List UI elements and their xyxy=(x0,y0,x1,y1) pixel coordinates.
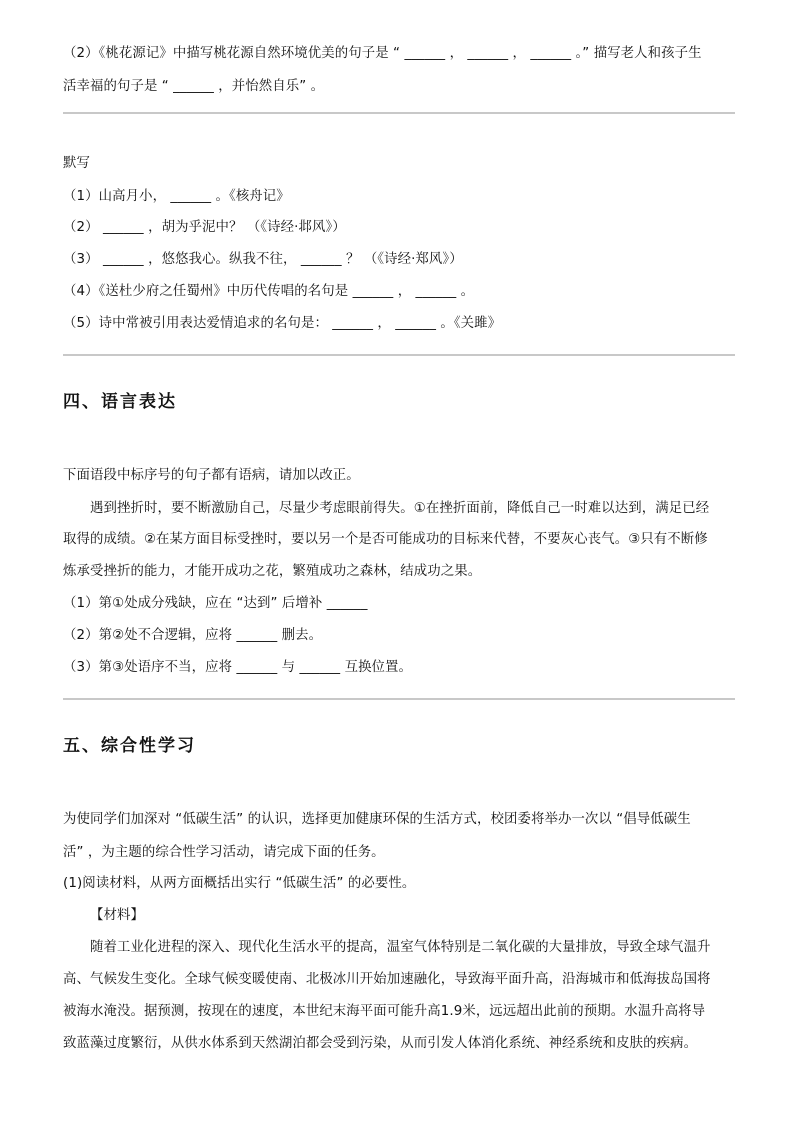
section-divider xyxy=(63,698,735,700)
taohua-question-line-2: 活幸福的句子是 “ ______ ，并怡然自乐” 。 xyxy=(63,79,325,94)
material-line-2: 高、气候发生变化。全球气候变暖使南、北极冰川开始加速融化，导致海平面升高，沿海城市和低海拔岛国将 xyxy=(63,972,711,987)
section-5-intro-line-1: 为使同学们加深对 “低碳生活” 的认识，选择更加健康环保的生活方式，校团委将举办一次以 “倡导低碳生 xyxy=(63,812,691,827)
section-4-item-1: （1）第①处成分残缺，应在 “达到” 后增补 ______ xyxy=(63,596,368,611)
section-divider xyxy=(63,112,735,114)
material-label: 【材料】 xyxy=(90,908,144,923)
section-4-item-2: （2）第②处不合逻辑，应将 ______ 删去。 xyxy=(63,628,323,643)
section-4-passage-line-1: 遇到挫折时，要不断激励自己，尽量少考虑眼前得失。①在挫折面前，降低自己一时难以达到，满足已经 xyxy=(90,501,710,516)
section-5-task-1: (1)阅读材料，从两方面概括出实行 “低碳生活” 的必要性。 xyxy=(63,876,416,891)
material-line-1: 随着工业化进程的深入、现代化生活水平的提高，温室气体特别是二氧化碳的大量排放，导致全球气温升 xyxy=(90,940,711,955)
section-divider xyxy=(63,354,735,356)
section-4-prompt: 下面语段中标序号的句子都有语病，请加以改正。 xyxy=(63,468,360,483)
section-5-heading: 五、综合性学习 xyxy=(63,736,196,756)
section-4-passage-line-2: 取得的成绩。②在某方面目标受挫时，要以另一个是否可能成功的目标来代替，不要灰心丧气。③只有不断修 xyxy=(63,532,708,547)
section-4-heading: 四、语言表达 xyxy=(63,392,177,412)
section-5-intro-line-2: 活” ，为主题的综合性学习活动，请完成下面的任务。 xyxy=(63,845,385,860)
material-line-4: 致蓝藻过度繁衍，从供水体系到天然湖泊都会受到污染，从而引发人体消化系统、神经系统和皮肤的疾病。 xyxy=(63,1036,698,1051)
dictation-item-3: （3） ______ ，悠悠我心。纵我不往， ______ ？ （《诗经·郑风》） xyxy=(63,252,463,267)
taohua-question-line-1: （2）《桃花源记》中描写桃花源自然环境优美的句子是 “ ______ ， ______ ， ______ 。” 描写老人和孩子生 xyxy=(63,46,702,61)
dictation-item-5: （5）诗中常被引用表达爱情追求的名句是： ______ ， ______ 。《关雎》 xyxy=(63,316,502,331)
section-4-item-3: （3）第③处语序不当，应将 ______ 与 ______ 互换位置。 xyxy=(63,660,413,675)
dictation-item-1: （1）山高月小， ______ 。《核舟记》 xyxy=(63,189,290,204)
section-4-passage-line-3: 炼承受挫折的能力，才能开成功之花，繁殖成功之森林，结成功之果。 xyxy=(63,564,482,579)
material-line-3: 被海水淹没。据预测，按现在的速度，本世纪末海平面可能升高1.9米，远远超出此前的预期。水温升高将导 xyxy=(63,1004,706,1019)
dictation-item-4: （4）《送杜少府之任蜀州》中历代传唱的名句是 ______ ， ______ 。 xyxy=(63,284,475,299)
dictation-item-2: （2） ______ ，胡为乎泥中？ （《诗经·邶风》） xyxy=(63,220,346,235)
dictation-title: 默写 xyxy=(63,156,90,171)
